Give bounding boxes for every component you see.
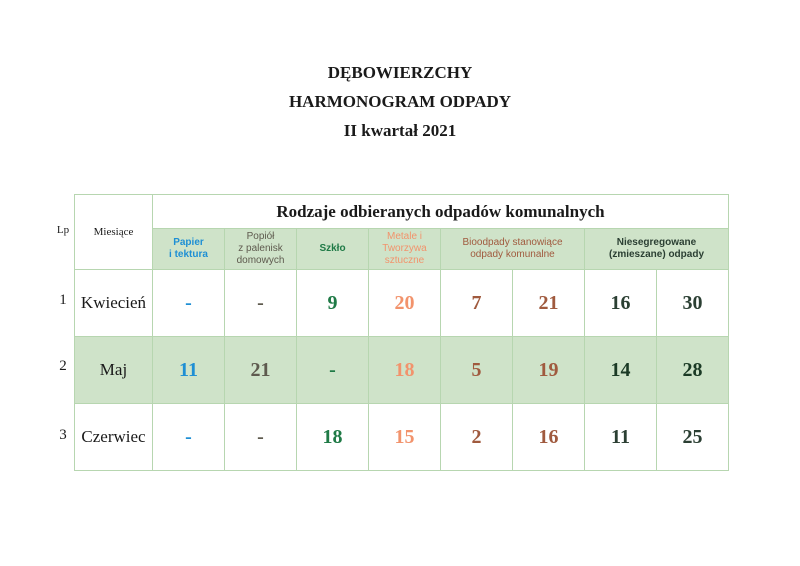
month-cell: Kwiecień [75,270,153,337]
szklo-cell: 18 [297,404,369,471]
bio-cell: 16 [513,404,585,471]
title-town: DĘBOWIERZCHY [327,63,473,82]
row-number: 3 [59,427,67,443]
categories-header: Rodzaje odbieranych odpadów komunalnych [153,195,729,229]
bio-cell: 21 [513,270,585,337]
papier-cell: - [153,270,225,337]
metale-cell: 15 [369,404,441,471]
metale-cell: 18 [369,337,441,404]
bio-cell: 19 [513,337,585,404]
bio-cell: 5 [441,337,513,404]
table-row [75,337,729,404]
document-title [0,58,800,145]
schedule-table [74,194,729,471]
papier-cell: - [153,404,225,471]
szklo-cell: - [297,337,369,404]
table-row [75,404,729,471]
mixed-cell: 25 [657,404,729,471]
szklo-cell: 9 [297,270,369,337]
col-header-metale: Metale i Tworzywa sztuczne [369,229,441,270]
col-header-papier: Papier i tektura [153,229,225,270]
month-cell: Czerwiec [75,404,153,471]
month-cell: Maj [75,337,153,404]
table-row [75,270,729,337]
col-header-bioodpady: Bioodpady stanowiące odpady komunalne [441,229,585,270]
title-quarter: II kwartał 2021 [343,121,457,140]
popiol-cell: - [225,404,297,471]
metale-cell: 20 [369,270,441,337]
mixed-cell: 30 [657,270,729,337]
popiol-cell: - [225,270,297,337]
col-header-szklo: Szkło [297,229,369,270]
lp-header: Lp [56,224,70,236]
mixed-cell: 11 [585,404,657,471]
col-header-niesegregowane: Niesegregowane (zmieszane) odpady [585,229,729,270]
row-number: 2 [59,358,67,374]
mixed-cell: 14 [585,337,657,404]
bio-cell: 7 [441,270,513,337]
months-header: Miesiące [75,195,153,270]
row-number: 1 [59,292,67,308]
popiol-cell: 21 [225,337,297,404]
mixed-cell: 28 [657,337,729,404]
mixed-cell: 16 [585,270,657,337]
bio-cell: 2 [441,404,513,471]
title-schedule: HARMONOGRAM ODPADY [288,92,512,111]
papier-cell: 11 [153,337,225,404]
col-header-popiol: Popiół z palenisk domowych [225,229,297,270]
